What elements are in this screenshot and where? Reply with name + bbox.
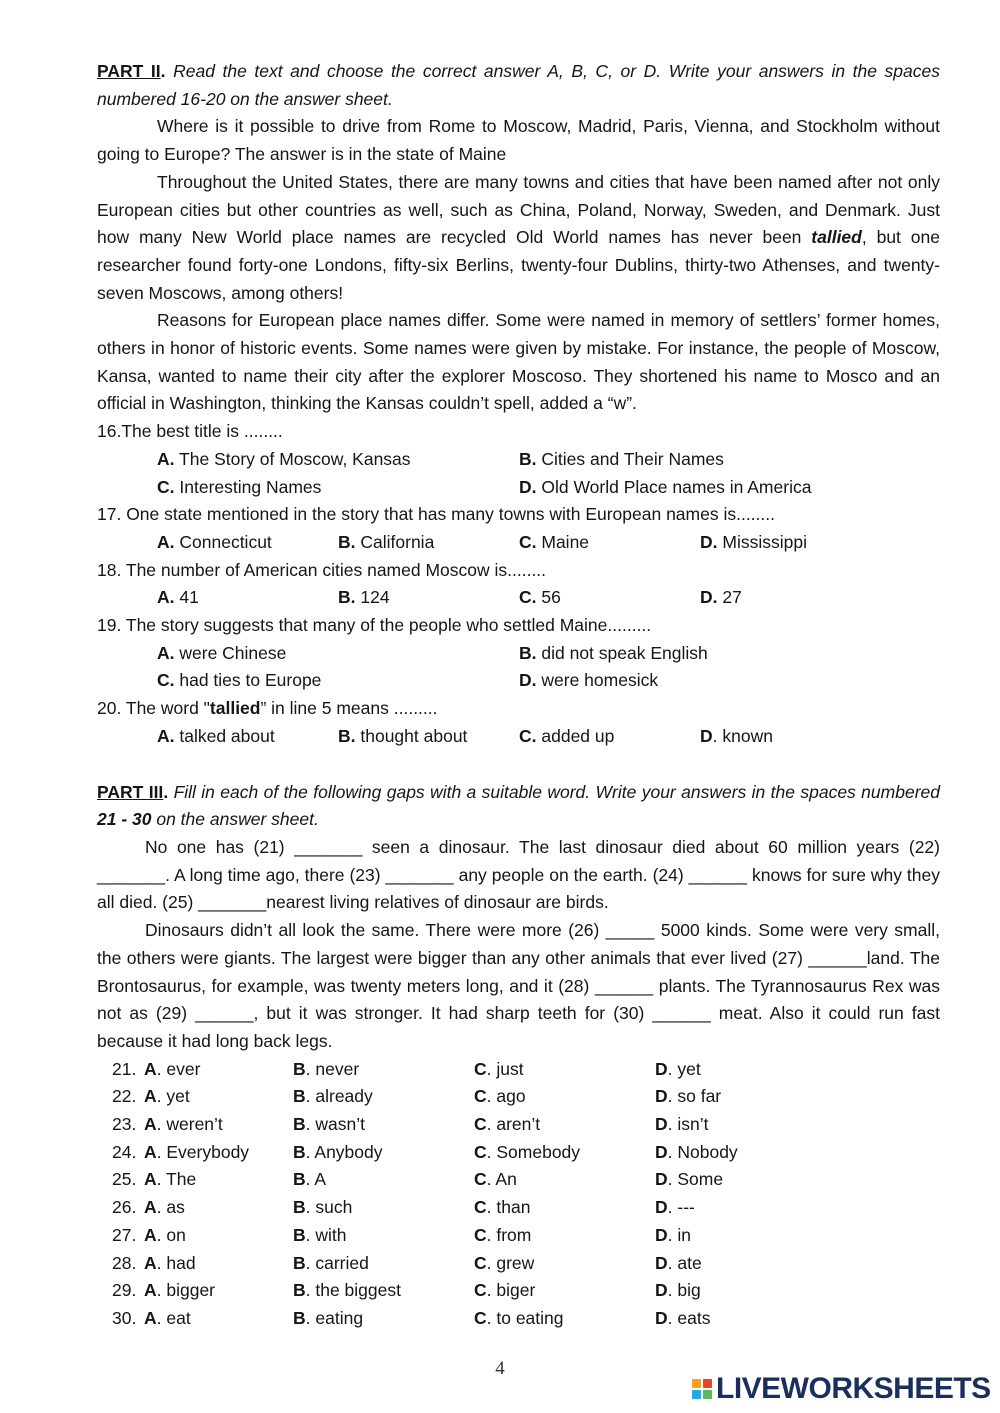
item-number: 23. [112, 1114, 137, 1135]
option-b[interactable]: B. eating [293, 1307, 364, 1328]
question-16-stem: 16.The best title is ........ [97, 421, 283, 442]
logo-square-3 [692, 1390, 701, 1399]
logo-square-4 [703, 1390, 712, 1399]
option-d[interactable]: D. in [655, 1224, 691, 1245]
question-20-stem: 20. The word "tallied” in line 5 means ......... [97, 698, 438, 719]
option-d[interactable]: D. Some [655, 1169, 724, 1190]
q18-option-c[interactable]: C. 56 [519, 587, 561, 608]
question-18-options [97, 584, 940, 612]
question-18-stem: 18. The number of American cities named Moscow is........ [97, 559, 547, 580]
option-b[interactable]: B. Anybody [293, 1141, 383, 1162]
item-number: 22. [112, 1086, 137, 1107]
option-a[interactable]: A. yet [144, 1086, 190, 1107]
part2-paragraph-1: Where is it possible to drive from Rome to Moscow, Madrid, Paris, Vienna, and Stockholm without going to Europe? The answer is in the state of Maine [97, 116, 940, 165]
q19-option-c[interactable]: C. had ties to Europe [157, 670, 322, 691]
option-c[interactable]: C. An [474, 1169, 517, 1190]
q16-option-c[interactable]: C. Interesting Names [157, 476, 322, 497]
question-19-stem: 19. The story suggests that many of the people who settled Maine......... [97, 615, 652, 636]
q20-option-a[interactable]: A. talked about [157, 725, 275, 746]
part2-label: PART II [97, 61, 161, 81]
question-16-options-row1 [97, 446, 940, 474]
option-d[interactable]: D. Nobody [655, 1141, 738, 1162]
option-c[interactable]: C. to eating [474, 1307, 564, 1328]
q17-option-d[interactable]: D. Mississippi [700, 531, 807, 552]
item-number: 28. [112, 1252, 137, 1273]
q17-option-b[interactable]: B. California [338, 531, 435, 552]
part3-item-row [97, 1305, 940, 1333]
item-number: 27. [112, 1224, 137, 1245]
item-number: 25. [112, 1169, 137, 1190]
part2-paragraph-2 [97, 169, 940, 308]
option-c[interactable]: C. biger [474, 1280, 536, 1301]
part3-item-row [97, 1250, 940, 1278]
option-b[interactable]: B. already [293, 1086, 373, 1107]
q19-option-d[interactable]: D. were homesick [519, 670, 659, 691]
option-b[interactable]: B. wasn’t [293, 1114, 365, 1135]
option-c[interactable]: C. than [474, 1197, 531, 1218]
option-a[interactable]: A. bigger [144, 1280, 216, 1301]
part3-label: PART III [97, 781, 164, 802]
liveworksheets-wordmark: LIVEWORKSHEETS [716, 1372, 991, 1405]
option-b[interactable]: B. A [293, 1169, 327, 1190]
option-c[interactable]: C. grew [474, 1252, 535, 1273]
item-number: 30. [112, 1307, 137, 1328]
part3-item-row [97, 1111, 940, 1139]
q19-option-a[interactable]: A. were Chinese [157, 642, 287, 663]
part3-item-row [97, 1139, 940, 1167]
part2-paragraph-3: Reasons for European place names differ. Some were named in memory of settlers’ former homes, others in honor of historic events. Some names were given by mistake. For instance, the people of Moscow, Kansa, wanted to name their city after the explorer Moscoso. They shortened his name to Mosco and an official in Washington, thinking the Kansas couldn’t spell, added a “w”. [97, 310, 940, 414]
option-d[interactable]: D. yet [655, 1058, 701, 1079]
option-a[interactable]: A. ever [144, 1058, 201, 1079]
q20-option-b[interactable]: B. thought about [338, 725, 468, 746]
option-a[interactable]: A. eat [144, 1307, 191, 1328]
q20-option-c[interactable]: C. added up [519, 725, 615, 746]
q17-option-c[interactable]: C. Maine [519, 531, 590, 552]
option-a[interactable]: A. Everybody [144, 1141, 250, 1162]
option-d[interactable]: D. isn’t [655, 1114, 709, 1135]
q16-option-a[interactable]: A. The Story of Moscow, Kansas [157, 448, 411, 469]
item-number: 24. [112, 1141, 137, 1162]
question-19-options-row1 [97, 640, 940, 668]
part3-item-row [97, 1194, 940, 1222]
option-c[interactable]: C. Somebody [474, 1141, 581, 1162]
worksheet-page [97, 58, 940, 1333]
part2-instructions: Read the text and choose the correct answer A, B, C, or D. Write your answers in the spaces numbered 16-20 on the answer sheet. [97, 61, 940, 109]
liveworksheets-logo [692, 1374, 991, 1404]
part3-heading: PART III. Fill in each of the following gaps with a suitable word. Write your answers in the spaces numbered 21 - 30 on the answer sheet. [97, 781, 940, 830]
item-number: 29. [112, 1280, 137, 1301]
option-b[interactable]: B. with [293, 1224, 347, 1245]
question-20-options [97, 723, 940, 751]
liveworksheets-icon [692, 1379, 712, 1399]
option-d[interactable]: D. big [655, 1280, 701, 1301]
q16-option-d[interactable]: D. Old World Place names in America [519, 476, 812, 497]
q20-option-d[interactable]: D. known [700, 725, 773, 746]
option-c[interactable]: C. just [474, 1058, 524, 1079]
question-17-stem: 17. One state mentioned in the story that has many towns with European names is........ [97, 504, 775, 525]
option-d[interactable]: D. ate [655, 1252, 702, 1273]
option-b[interactable]: B. never [293, 1058, 360, 1079]
tallied-word: tallied [811, 227, 862, 248]
question-19-options-row2 [97, 667, 940, 695]
q18-option-a[interactable]: A. 41 [157, 587, 199, 608]
part3-answer-options [97, 1056, 940, 1333]
item-number: 21. [112, 1058, 137, 1079]
item-number: 26. [112, 1197, 137, 1218]
part3-item-row [97, 1222, 940, 1250]
part3-item-row [97, 1166, 940, 1194]
para2-text-a: Throughout the United States, there are many towns and cities that have been named after not only European cities but other countries as well, such as China, Poland, Norway, Sweden, and Denmark. Just how many New World place names are recycled Old World names has never been [97, 171, 940, 248]
part3-paragraph-1: No one has (21) _______ seen a dinosaur. The last dinosaur died about 60 million years (22) _______. A long time ago, there (23) _______ any people on the earth. (24) ______ knows for sure why they all died. (25) _______nearest living relatives of dinosaur are birds. [97, 836, 940, 913]
option-d[interactable]: D. eats [655, 1307, 711, 1328]
logo-square-1 [692, 1379, 701, 1388]
question-16-options-row2 [97, 474, 940, 502]
option-d[interactable]: D. --- [655, 1197, 695, 1218]
part3-item-row [97, 1083, 940, 1111]
q19-option-b[interactable]: B. did not speak English [519, 642, 708, 663]
part3-item-row [97, 1277, 940, 1305]
q18-option-b[interactable]: B. 124 [338, 587, 390, 608]
q16-option-b[interactable]: B. Cities and Their Names [519, 448, 724, 469]
option-a[interactable]: A. had [144, 1252, 196, 1273]
option-c[interactable]: C. from [474, 1224, 532, 1245]
q17-option-a[interactable]: A. Connecticut [157, 531, 272, 552]
option-a[interactable]: A. as [144, 1197, 185, 1218]
option-d[interactable]: D. so far [655, 1086, 722, 1107]
part3-paragraph-2: Dinosaurs didn’t all look the same. There were more (26) _____ 5000 kinds. Some were very small, the others were giants. The largest were bigger than any other animals that ever lived (27) ______land. The Brontosaurus, for example, was twenty meters long, and it (28) ______ plants. The Tyrannosaurus Rex was not as (29) ______, but it was stronger. It had sharp teeth for (30) ______ meat. Also it could run fast because it had long back legs. [97, 920, 940, 1051]
option-a[interactable]: A. on [144, 1224, 186, 1245]
option-c[interactable]: C. ago [474, 1086, 526, 1107]
option-b[interactable]: B. such [293, 1197, 353, 1218]
para2-text-b: , but one researcher found forty-one Londons, fifty-six Berlins, twenty-four Dublins, thirty-two Athenses, and twenty-seven Moscows, among others! [97, 227, 940, 303]
page-number: 4 [495, 1358, 505, 1379]
part3-instructions: Fill in each of the following gaps with a suitable word. Write your answers in the spaces numbered 21 - 30 on the answer sheet. [97, 781, 940, 830]
option-a[interactable]: A. The [144, 1169, 197, 1190]
q18-option-d[interactable]: D. 27 [700, 587, 742, 608]
part3-item-row [97, 1056, 940, 1084]
option-c[interactable]: C. aren’t [474, 1114, 541, 1135]
option-b[interactable]: B. carried [293, 1252, 369, 1273]
option-b[interactable]: B. the biggest [293, 1280, 401, 1301]
part2-heading: PART II. Read the text and choose the correct answer A, B, C, or D. Write your answers in the spaces numbered 16-20 on the answer sheet. [97, 61, 940, 109]
option-a[interactable]: A. weren’t [144, 1114, 223, 1135]
question-17-options [97, 529, 940, 557]
logo-square-2 [703, 1379, 712, 1388]
